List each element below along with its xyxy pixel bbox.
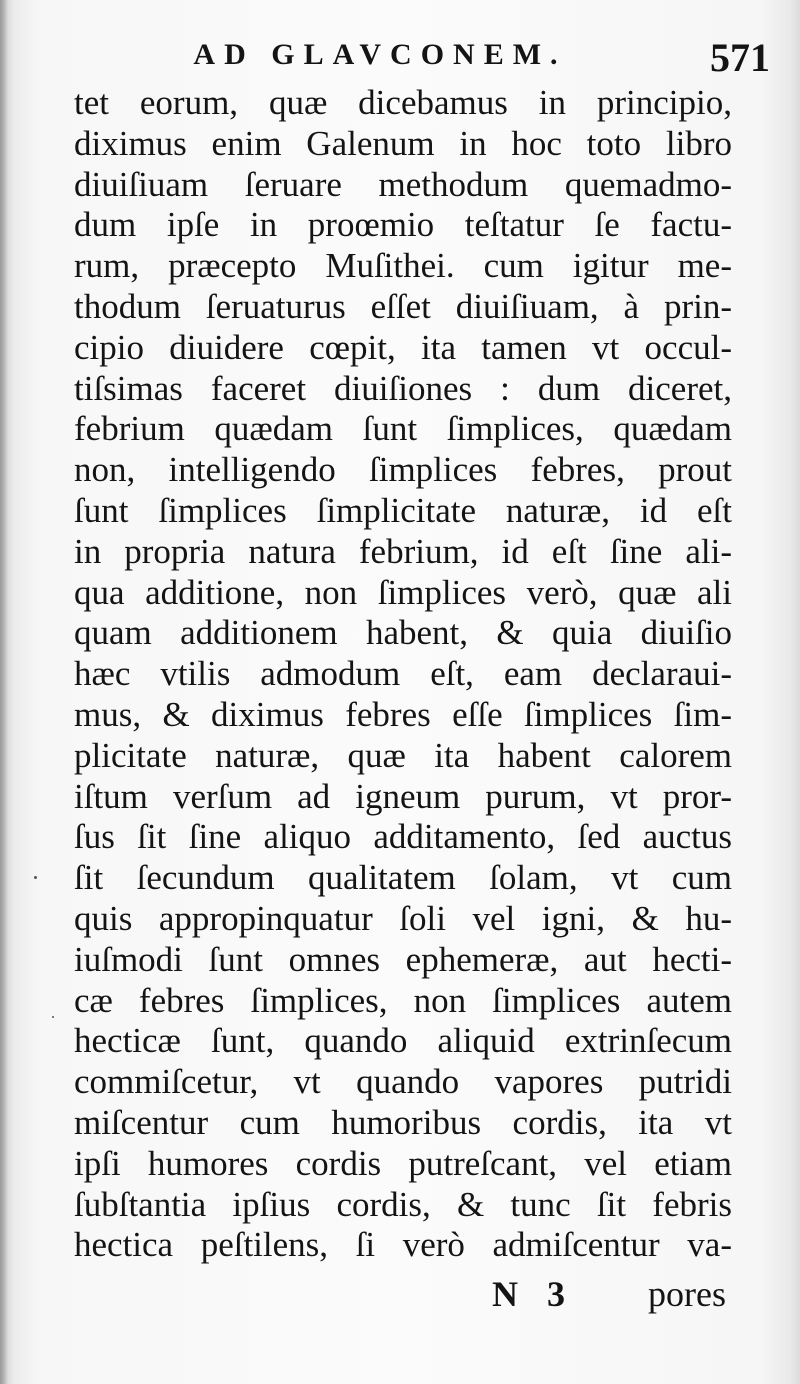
text-line: tet eorum, quæ dicebamus in principio, xyxy=(74,83,732,122)
text-line: ſunt ſimplices ſimplicitate naturæ, id eſt xyxy=(74,490,732,530)
text-line: plicitate naturæ, quæ ita habent calorem xyxy=(74,735,732,775)
ink-speck xyxy=(52,1016,54,1018)
text-line: non, intelligendo ſimplices febres, prout xyxy=(74,450,732,490)
text-line: rum, præcepto Muſithei. cum igitur me- xyxy=(74,246,732,286)
text-line: miſcentur cum humoribus cordis, ita vt xyxy=(74,1102,732,1142)
text-line: tiſsimas faceret diuiſiones : dum diceret, xyxy=(74,368,732,408)
page-footer xyxy=(74,1272,732,1316)
text-line: iuſmodi ſunt omnes ephemeræ, aut hecti- xyxy=(74,939,732,979)
gutter-shadow xyxy=(0,0,8,1384)
text-line: commiſcetur, vt quando vapores putridi xyxy=(74,1062,732,1102)
text-line: ipſi humores cordis putreſcant, vel etiam xyxy=(74,1143,732,1183)
text-line: hectica peſtilens, ſi verò admiſcentur va- xyxy=(74,1225,732,1265)
text-line: quis appropinquatur ſoli vel igni, & hu- xyxy=(74,898,732,938)
text-line: mus, & diximus febres eſſe ſimplices ſim- xyxy=(74,694,732,734)
text-line: ſubſtantia ipſius cordis, & tunc ſit febris xyxy=(74,1184,732,1224)
text-line: diuiſiuam ſeruare methodum quemadmo- xyxy=(74,164,732,204)
text-line: cipio diuidere cœpit, ita tamen vt occul- xyxy=(74,327,732,367)
catchword: pores xyxy=(648,1274,726,1314)
text-line: diximus enim Galenum in hoc toto libro xyxy=(74,123,732,163)
running-head: AD GLAVCONEM. xyxy=(193,38,567,71)
text-line: hecticæ ſunt, quando aliquid extrinſecum xyxy=(74,1021,732,1061)
text-line: cæ febres ſimplices, non ſimplices autem xyxy=(74,980,732,1020)
text-line: dum ipſe in proœmio teſtatur ſe factu- xyxy=(74,205,732,245)
text-line: febrium quædam ſunt ſimplices, quædam xyxy=(74,409,732,449)
text-line: qua additione, non ſimplices verò, quæ ali xyxy=(74,572,732,612)
text-line: quam additionem habent, & quia diuiſio xyxy=(74,613,732,653)
page-number: 571 xyxy=(710,35,770,80)
ink-speck xyxy=(34,876,37,879)
text-line: thodum ſeruaturus eſſet diuiſiuam, à prin- xyxy=(74,286,732,326)
text-line: ſit ſecundum qualitatem ſolam, vt cum xyxy=(74,858,732,898)
signature-mark: N 3 xyxy=(492,1274,575,1314)
text-line: in propria natura febrium, id eſt ſine ali- xyxy=(74,531,732,571)
text-line: ſus ſit ſine aliquo additamento, ſed auctus xyxy=(74,817,732,857)
body-text xyxy=(74,83,732,1266)
text-line: hæc vtilis admodum eſt, eam declaraui- xyxy=(74,654,732,694)
text-line: iſtum verſum ad igneum purum, vt pror- xyxy=(74,776,732,816)
